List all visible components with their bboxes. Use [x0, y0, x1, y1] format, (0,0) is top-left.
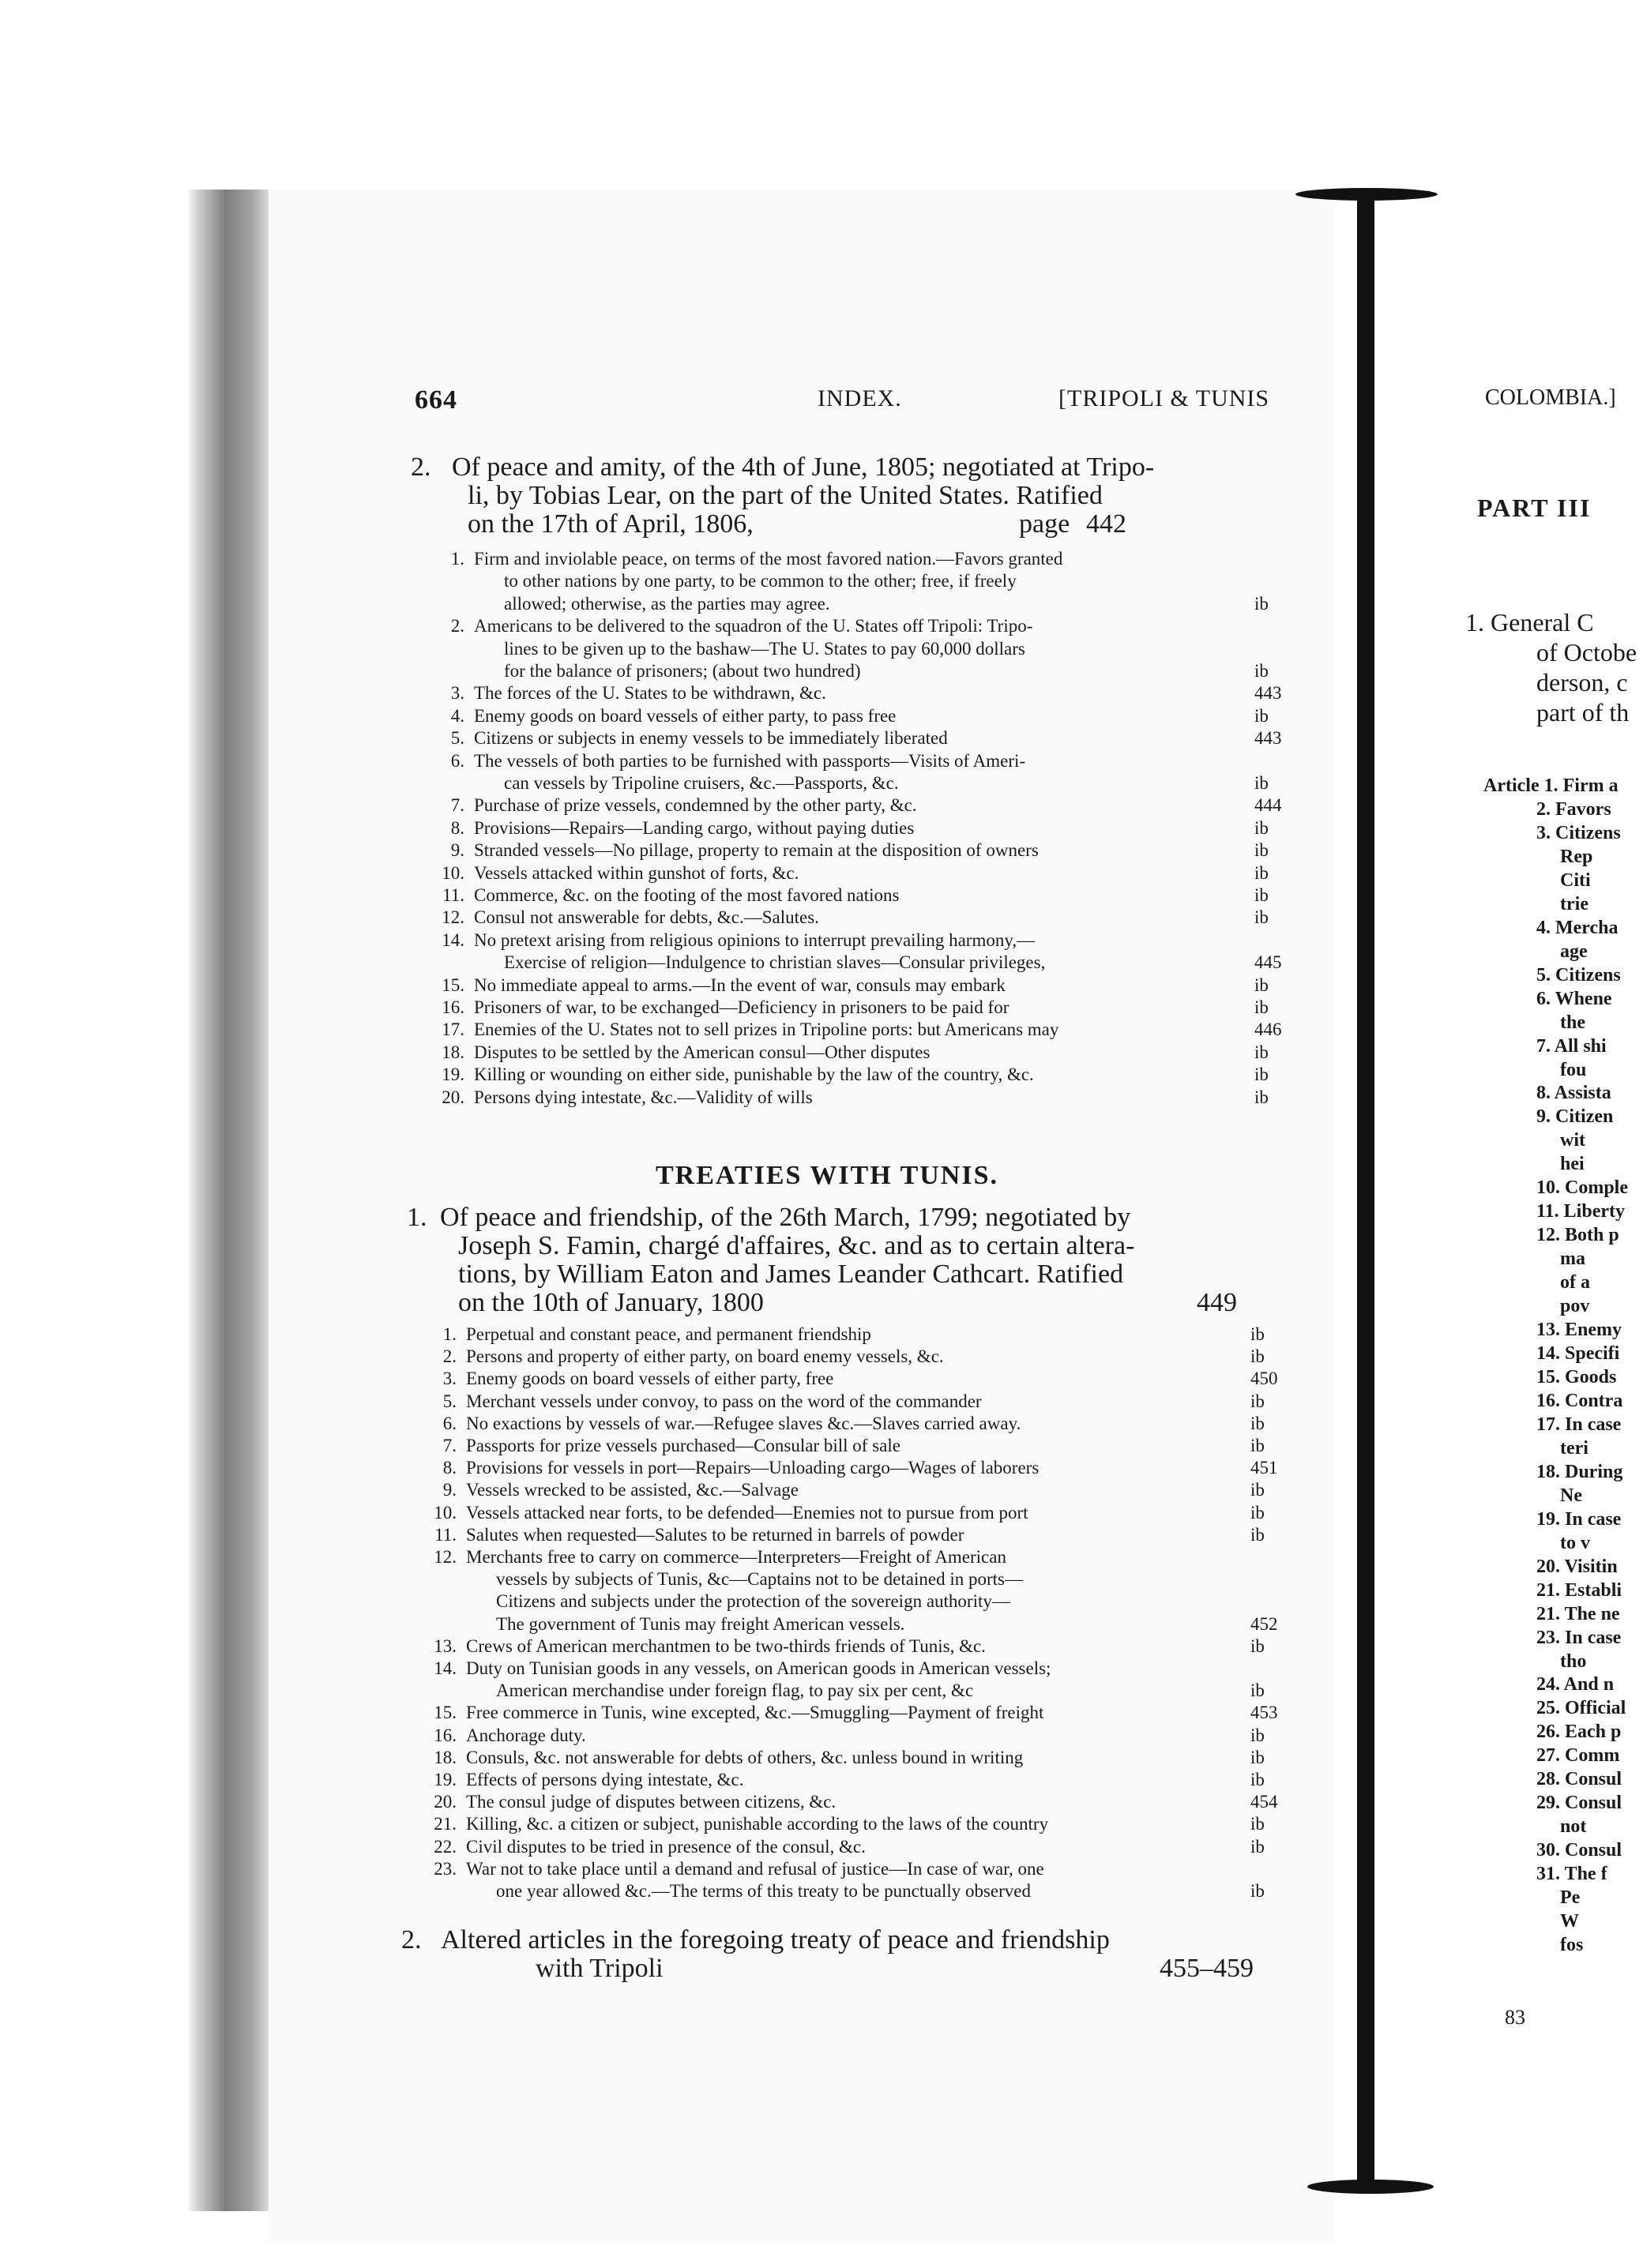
entry-line: li, by Tobias Lear, on the part of the United States. Ratified [468, 481, 1103, 510]
article-number: 17. [442, 1019, 464, 1040]
facing-article-line: 24. And n [1536, 1674, 1615, 1695]
article-text: Effects of persons dying intestate, &c. [466, 1770, 744, 1789]
article-page-ref: ib [1254, 1065, 1269, 1085]
article-page-ref: 445 [1254, 952, 1282, 973]
entry-number: 2. [401, 1925, 422, 1954]
entry-line: Joseph S. Famin, chargé d'affaires, &c. and as to certain altera- [458, 1231, 1135, 1260]
article-page-ref: ib [1250, 1524, 1265, 1545]
facing-article-line: 6. Whene [1536, 988, 1612, 1009]
article-text: Civil disputes to be tried in presence of the consul, &c. [466, 1836, 866, 1857]
article-text: Killing or wounding on either side, punishable by the law of the country, &c. [474, 1065, 1034, 1085]
facing-article-line: Rep [1560, 846, 1593, 867]
entry-line: on the 17th of April, 1806, [468, 509, 754, 539]
facing-article-line: 25. Official [1536, 1698, 1626, 1719]
article-page-ref: ib [1250, 1391, 1265, 1411]
article-text: Consul not answerable for debts, &c.—Salutes. [474, 907, 819, 928]
facing-article-line: Citi [1560, 869, 1591, 891]
facing-article-line: teri [1560, 1437, 1588, 1459]
article-page-ref: 444 [1254, 795, 1282, 816]
article-number: 14. [442, 929, 464, 950]
article-text: Salutes when requested—Salutes to be returned in barrels of powder [466, 1524, 964, 1545]
facing-article-line: 10. Comple [1536, 1177, 1628, 1199]
article-page-ref: ib [1254, 997, 1269, 1017]
article-number: 23. [434, 1858, 457, 1879]
facing-article-line: 31. The f [1536, 1864, 1607, 1885]
article-page-ref: ib [1250, 1346, 1265, 1367]
article-number: 15. [442, 974, 464, 995]
article-text: Disputes to be settled by the American consul—Other disputes [474, 1042, 931, 1062]
article-text: Persons dying intestate, &c.—Validity of wills [474, 1087, 813, 1107]
facing-part: PART III [1477, 494, 1592, 522]
page-word: page [1019, 509, 1070, 539]
article-number: 7. [450, 795, 464, 816]
article-text: Duty on Tunisian goods in any vessels, on American goods in American vessels; [466, 1658, 1051, 1678]
article-text: Provisions—Repairs—Landing cargo, without paying duties [474, 817, 915, 838]
tripoli-treaty-entry [411, 454, 1240, 541]
article-text: Merchants free to carry on commerce—Interpreters—Freight of American [466, 1547, 1006, 1567]
article-text: No pretext arising from religious opinions to interrupt prevailing harmony,— [474, 929, 1036, 950]
entry-line: Of peace and friendship, of the 26th March, 1799; negotiated by [440, 1203, 1131, 1232]
facing-article-line: 11. Liberty [1536, 1201, 1625, 1222]
facing-article-line: hei [1560, 1154, 1585, 1175]
article-page-ref: ib [1254, 885, 1269, 905]
article-text: vessels by subjects of Tunis, &c—Captains not to be detained in ports— [496, 1569, 1023, 1590]
article-number: 2. [450, 616, 464, 636]
article-number: 18. [434, 1747, 457, 1767]
article-page-ref: ib [1254, 593, 1269, 614]
article-number: 10. [442, 862, 464, 883]
entry-line: with Tripoli [536, 1954, 664, 1983]
header-title: INDEX. [818, 385, 902, 411]
article-page-ref: 450 [1250, 1369, 1278, 1389]
article-page-ref: 446 [1254, 1019, 1282, 1040]
article-number: 1. [442, 1324, 457, 1344]
article-number: 8. [442, 1458, 457, 1478]
facing-article-line: the [1560, 1012, 1585, 1033]
article-text: Vessels attacked near forts, to be defended—Enemies not to pursue from port [466, 1502, 1028, 1523]
article-page-ref: ib [1254, 907, 1269, 928]
facing-footer: 83 [1505, 2006, 1525, 2029]
facing-article-line: fou [1560, 1059, 1587, 1080]
article-page-ref: ib [1250, 1480, 1265, 1500]
page-ref: 442 [1086, 509, 1126, 539]
article-text: Firm and inviolable peace, on terms of the most favored nation.—Favors granted [474, 549, 1063, 569]
article-text: allowed; otherwise, as the parties may agree. [504, 593, 830, 614]
article-number: 20. [434, 1792, 457, 1812]
article-number: 10. [434, 1502, 457, 1523]
article-text: The government of Tunis may freight American vessels. [496, 1613, 905, 1634]
article-text: Enemies of the U. States not to sell prizes in Tripoline ports: but Americans may [474, 1019, 1059, 1040]
facing-article-line: 4. Mercha [1536, 917, 1619, 938]
article-text: Citizens or subjects in enemy vessels to be immediately liberated [474, 728, 948, 749]
article-number: 9. [450, 840, 464, 861]
article-text: Enemy goods on board vessels of either party, free [466, 1369, 834, 1389]
article-page-ref: ib [1250, 1814, 1265, 1834]
article-number: 3. [442, 1369, 457, 1389]
book-gutter [1357, 193, 1374, 2191]
article-page-ref: 443 [1254, 683, 1282, 704]
facing-article-line: tho [1560, 1650, 1587, 1672]
article-text: one year allowed &c.—The terms of this treaty to be punctually observed [496, 1880, 1032, 1901]
facing-article-line: 7. All shi [1536, 1035, 1607, 1057]
book-binding-shadow [186, 190, 273, 2211]
article-page-ref: ib [1250, 1413, 1265, 1433]
facing-article-line: of a [1560, 1272, 1590, 1294]
facing-article-line: 17. In case [1536, 1414, 1622, 1435]
article-page-ref: ib [1254, 862, 1269, 883]
article-text: Persons and property of either party, on board enemy vessels, &c. [466, 1346, 944, 1367]
article-page-ref: ib [1250, 1635, 1265, 1656]
article-page-ref: ib [1254, 817, 1269, 838]
article-page-ref: ib [1254, 772, 1269, 793]
article-text: Provisions for vessels in port—Repairs—Unloading cargo—Wages of laborers [466, 1458, 1040, 1478]
article-text: American merchandise under foreign flag, to pay six per cent, &c [496, 1680, 974, 1701]
article-text: Stranded vessels—No pillage, property to remain at the disposition of owners [474, 840, 1039, 861]
facing-article-line: to v [1560, 1532, 1590, 1553]
article-text: Purchase of prize vessels, condemned by the other party, &c. [474, 795, 917, 816]
facing-entry-line: of Octobe [1536, 638, 1637, 667]
article-page-ref: ib [1254, 1042, 1269, 1062]
facing-article-line: 19. In case [1536, 1508, 1622, 1530]
article-number: 13. [434, 1635, 457, 1656]
article-page-ref: 453 [1250, 1703, 1278, 1723]
article-page-ref: ib [1250, 1747, 1265, 1767]
entry-line: on the 10th of January, 1800 [458, 1288, 764, 1317]
article-number: 15. [434, 1703, 457, 1723]
article-text: Passports for prize vessels purchased—Consular bill of sale [466, 1436, 900, 1455]
article-page-ref: ib [1254, 705, 1269, 726]
facing-article-line: 18. During [1536, 1461, 1623, 1482]
facing-article-line: 3. Citizens [1536, 822, 1621, 843]
article-text: can vessels by Tripoline cruisers, &c.—Passports, &c. [504, 772, 899, 793]
article-number: 3. [450, 683, 464, 704]
facing-article-line: 28. Consul [1536, 1769, 1622, 1790]
article-text: The forces of the U. States to be withdrawn, &c. [474, 683, 826, 704]
article-text: Free commerce in Tunis, wine excepted, &c.—Smuggling—Payment of freight [466, 1703, 1044, 1723]
facing-article-line: wit [1560, 1130, 1585, 1151]
article-number: 5. [442, 1391, 457, 1411]
article-page-ref: ib [1254, 1087, 1269, 1107]
article-text: Perpetual and constant peace, and permanent friendship [466, 1324, 871, 1344]
entry-number: 2. [411, 452, 431, 482]
article-number: 12. [442, 907, 464, 928]
page-ref: 449 [1197, 1288, 1237, 1317]
facing-article-line: Pe [1560, 1887, 1581, 1909]
page-number: 664 [415, 385, 457, 415]
article-page-ref: 451 [1250, 1458, 1278, 1478]
facing-article-line: age [1560, 941, 1588, 962]
article-number: 7. [442, 1436, 457, 1455]
facing-article-line: 12. Both p [1536, 1225, 1619, 1246]
article-page-ref: ib [1254, 660, 1269, 681]
facing-article-line: 13. Enemy [1536, 1320, 1622, 1341]
article-number: 6. [442, 1413, 457, 1433]
article-number: 18. [442, 1042, 464, 1062]
article-text: No exactions by vessels of war.—Refugee slaves &c.—Slaves carried away. [466, 1413, 1021, 1433]
article-page-ref: ib [1250, 1502, 1265, 1523]
article-text: No immediate appeal to arms.—In the event of war, consuls may embark [474, 974, 1006, 995]
article-page-ref: ib [1250, 1324, 1265, 1344]
facing-article-line: not [1560, 1816, 1587, 1838]
facing-entry-line: 1. General C [1465, 608, 1594, 636]
facing-article-line: 9. Citizen [1536, 1106, 1614, 1128]
facing-entry-line: part of th [1536, 698, 1630, 727]
article-text: Vessels attacked within gunshot of forts, &c. [474, 862, 799, 883]
article-number: 5. [450, 728, 464, 749]
section-title: TREATIES WITH TUNIS. [656, 1161, 998, 1190]
article-number: 16. [434, 1725, 457, 1745]
article-number: 6. [450, 750, 464, 771]
facing-article-line: 29. Consul [1536, 1793, 1622, 1814]
article-text: Enemy goods on board vessels of either party, to pass free [474, 705, 897, 726]
article-number: 22. [434, 1836, 457, 1857]
article-page-ref: ib [1250, 1436, 1265, 1455]
facing-article-line: 21. Establi [1536, 1579, 1622, 1601]
article-page-ref: ib [1250, 1880, 1265, 1901]
header-section: [TRIPOLI & TUNIS [1058, 385, 1270, 411]
article-page-ref: ib [1254, 840, 1269, 861]
facing-article-line: 23. In case [1536, 1627, 1622, 1648]
article-number: 4. [450, 705, 464, 726]
facing-article-line: 16. Contra [1536, 1390, 1623, 1411]
article-page-ref: ib [1250, 1836, 1265, 1857]
facing-entry-line: derson, c [1536, 668, 1628, 697]
facing-article-line: 14. Specifi [1536, 1343, 1620, 1365]
entry-line: Of peace and amity, of the 4th of June, 1805; negotiated at Tripo- [452, 452, 1155, 482]
entry-line: Altered articles in the foregoing treaty of peace and friendship [441, 1925, 1110, 1954]
gutter-shadow-bottom [1307, 2180, 1434, 2194]
article-number: 9. [442, 1480, 457, 1500]
facing-article-line: Article 1. Firm a [1483, 775, 1619, 796]
article-number: 12. [434, 1547, 457, 1567]
facing-article-line: Ne [1560, 1485, 1582, 1506]
facing-article-line: W [1560, 1911, 1579, 1932]
entry-number: 1. [407, 1203, 427, 1232]
facing-article-line: trie [1560, 893, 1588, 914]
article-text: Killing, &c. a citizen or subject, punishable according to the laws of the country [466, 1814, 1049, 1834]
article-text: Merchant vessels under convoy, to pass on the word of the commander [466, 1391, 982, 1411]
article-page-ref: 452 [1250, 1613, 1278, 1634]
article-number: 19. [442, 1065, 464, 1085]
article-text: Consuls, &c. not answerable for debts of others, &c. unless bound in writing [466, 1747, 1024, 1767]
article-text: Crews of American merchantmen to be two-thirds friends of Tunis, &c. [466, 1635, 986, 1656]
page-ref: 455–459 [1160, 1954, 1254, 1983]
article-number: 11. [442, 885, 464, 905]
article-text: The vessels of both parties to be furnished with passports—Visits of Ameri- [474, 750, 1026, 771]
facing-article-line: 15. Goods [1536, 1367, 1617, 1387]
facing-article-line: 20. Visitin [1536, 1556, 1618, 1577]
tunis-treaty-entry [407, 1204, 1260, 1323]
facing-article-line: fos [1560, 1935, 1584, 1956]
article-number: 20. [442, 1087, 464, 1107]
article-text: The consul judge of disputes between citizens, &c. [466, 1792, 837, 1812]
facing-article-line: 8. Assista [1536, 1083, 1611, 1104]
article-number: 11. [434, 1524, 457, 1545]
facing-article-line: 21. The ne [1536, 1603, 1620, 1624]
facing-article-line: 2. Favors [1536, 798, 1611, 820]
entry-line: tions, by William Eaton and James Leander Cathcart. Ratified [458, 1260, 1124, 1289]
article-number: 14. [434, 1658, 457, 1678]
article-number: 19. [434, 1770, 457, 1789]
facing-article-line: 30. Consul [1536, 1840, 1622, 1861]
facing-article-line: 5. Citizens [1536, 964, 1621, 986]
article-number: 1. [450, 549, 464, 569]
article-page-ref: 443 [1254, 728, 1282, 749]
article-text: War not to take place until a demand and refusal of justice—In case of war, one [466, 1858, 1044, 1879]
article-text: Vessels wrecked to be assisted, &c.—Salvage [466, 1480, 799, 1500]
article-text: Americans to be delivered to the squadron of the U. States off Tripoli: Tripo- [474, 616, 1033, 636]
article-number: 16. [442, 997, 464, 1017]
article-text: lines to be given up to the bashaw—The U. States to pay 60,000 dollars [504, 638, 1025, 659]
article-text: Prisoners of war, to be exchanged—Deficiency in prisoners to be paid for [474, 997, 1009, 1017]
facing-article-line: pov [1560, 1296, 1590, 1317]
article-number: 8. [450, 817, 464, 838]
article-page-ref: 454 [1250, 1792, 1278, 1812]
article-page-ref: ib [1250, 1725, 1265, 1745]
article-text: Citizens and subjects under the protection of the sovereign authority— [496, 1591, 1010, 1612]
article-page-ref: ib [1250, 1770, 1265, 1789]
article-page-ref: ib [1250, 1680, 1265, 1701]
altered-articles-entry [401, 1927, 1270, 1990]
facing-article-line: 27. Comm [1536, 1745, 1620, 1767]
facing-article-line: 26. Each p [1536, 1722, 1622, 1743]
article-number: 21. [434, 1814, 457, 1834]
facing-article-line: ma [1560, 1249, 1585, 1270]
article-page-ref: ib [1254, 974, 1269, 995]
article-text: Commerce, &c. on the footing of the most favored nations [474, 885, 900, 905]
article-text: for the balance of prisoners; (about two hundred) [504, 660, 861, 681]
article-text: Anchorage duty. [466, 1725, 586, 1745]
article-number: 2. [442, 1346, 457, 1367]
article-text: Exercise of religion—Indulgence to christian slaves—Consular privileges, [504, 952, 1046, 973]
article-text: to other nations by one party, to be common to the other; free, if freely [504, 571, 1017, 591]
facing-header: COLOMBIA.] [1485, 385, 1616, 410]
